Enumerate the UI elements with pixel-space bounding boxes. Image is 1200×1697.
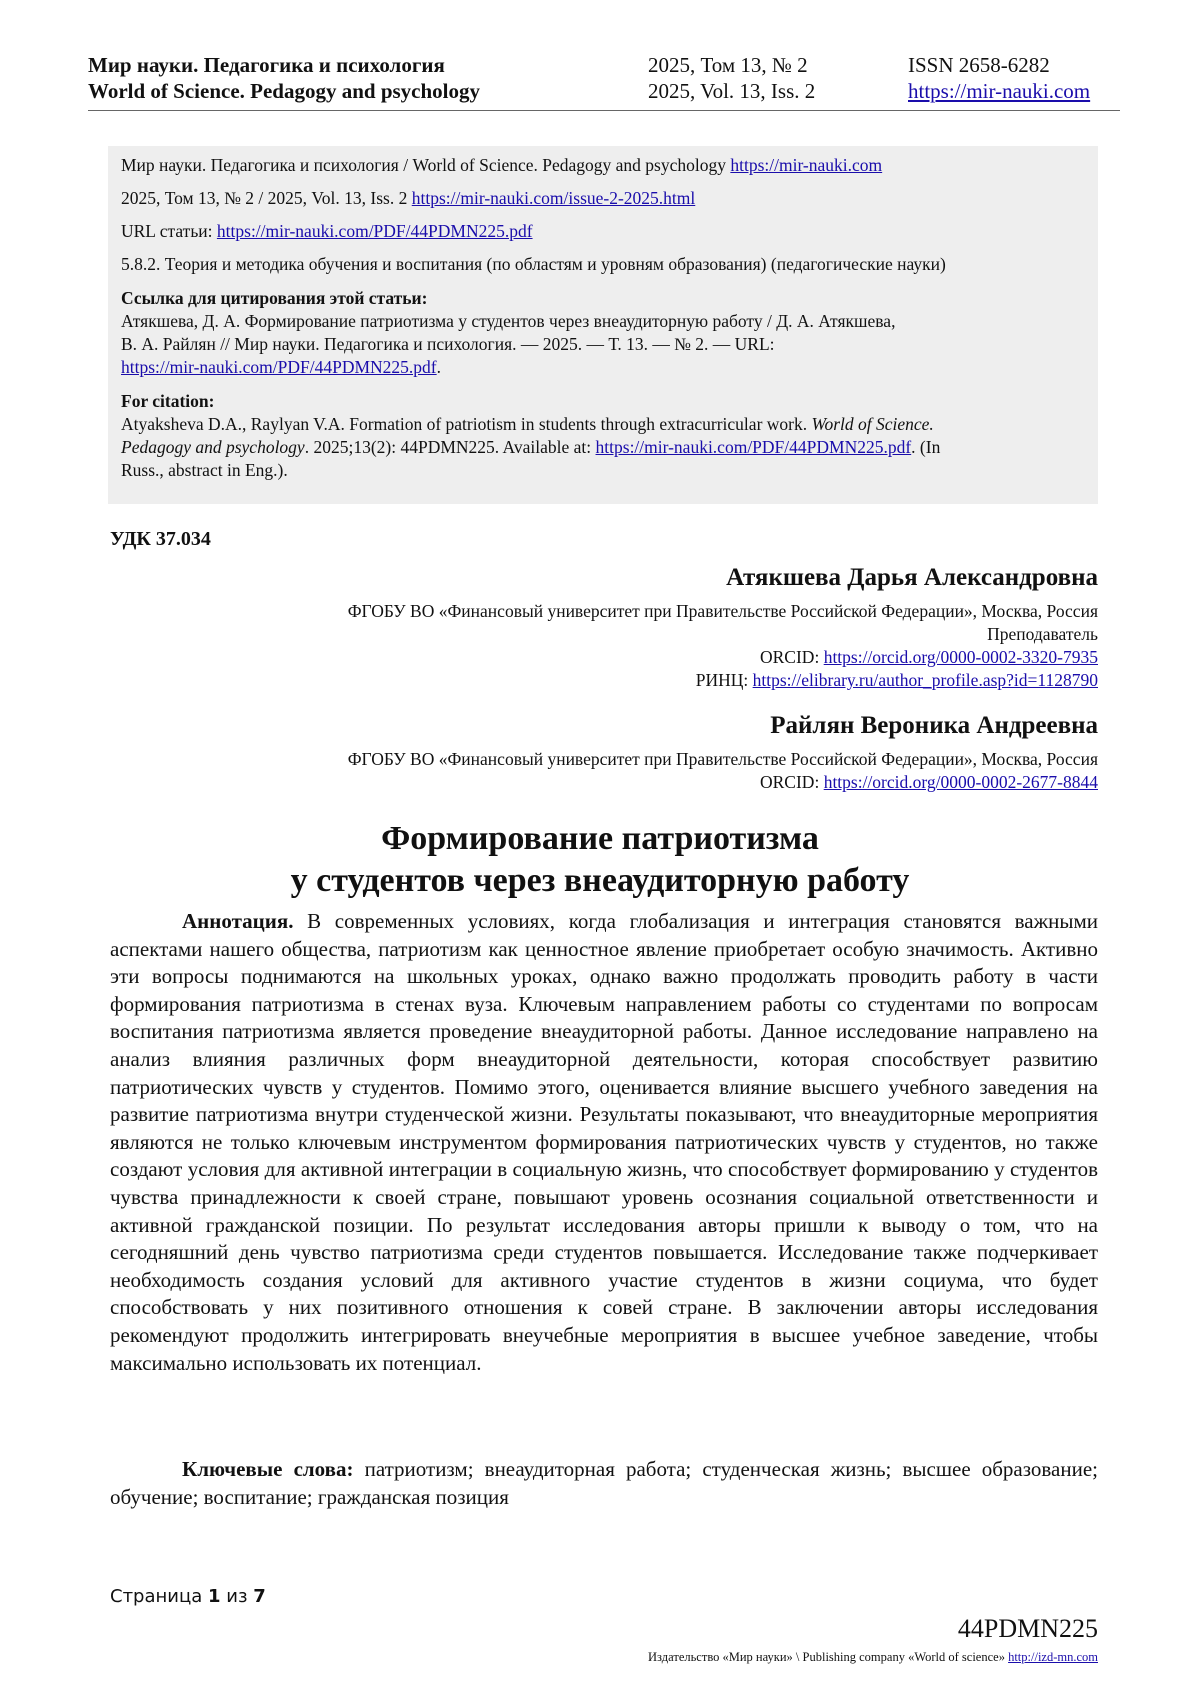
header-journal-titles: [88, 52, 480, 104]
keywords-label: Ключевые слова:: [182, 1457, 354, 1481]
author-1-orcid-link[interactable]: https://orcid.org/0000-0002-3320-7935: [823, 647, 1098, 667]
author-1-rinc-label: РИНЦ:: [695, 670, 749, 690]
cite-en-journal-a: World of Science.: [811, 414, 934, 434]
info-issue-text: 2025, Том 13, № 2 / 2025, Vol. 13, Iss. 2: [121, 188, 408, 208]
page-counter: [110, 1586, 266, 1607]
cite-en-journal-b: Pedagogy and psychology: [121, 437, 305, 457]
cite-en-line2-rest: . 2025;13(2): 44PDMN225. Available at:: [304, 437, 592, 457]
author-1-orcid-label: ORCID:: [760, 647, 820, 667]
citation-info-box: [108, 146, 1098, 504]
header-journal-ru: Мир науки. Педагогика и психология: [88, 53, 445, 77]
header-issue-ru: 2025, Том 13, № 2: [648, 53, 808, 77]
page-prefix: Страница: [110, 1586, 203, 1607]
abstract-paragraph: [110, 908, 1098, 1377]
header-issue-en: 2025, Vol. 13, Iss. 2: [648, 79, 816, 103]
cite-ru-link[interactable]: https://mir-nauki.com/PDF/44PDMN225.pdf: [121, 357, 437, 377]
page-number: 1: [208, 1586, 221, 1607]
author-2-affiliation: ФГОБУ ВО «Финансовый университет при Правительстве Российской Федерации», Москва, Россия: [347, 749, 1098, 769]
publisher-text: Издательство «Мир науки» \ Publishing company «World of science»: [648, 1650, 1005, 1664]
info-journal-text: Мир науки. Педагогика и психология / World of Science. Pedagogy and psychology: [121, 155, 726, 175]
cite-en-heading: For citation:: [121, 391, 215, 411]
page-total: 7: [253, 1586, 266, 1607]
cite-en-line3: Russ., abstract in Eng.).: [121, 460, 288, 480]
author-1-affiliation: ФГОБУ ВО «Финансовый университет при Правительстве Российской Федерации», Москва, Россия: [347, 601, 1098, 621]
page-mid: из: [226, 1586, 248, 1607]
article-title-line2: у студентов через внеаудиторную работу: [290, 862, 910, 899]
cite-en-line1: [121, 413, 934, 436]
author-1-orcid: [760, 646, 1098, 669]
cite-ru-url-line: [121, 356, 441, 379]
author-1-rinc-link[interactable]: https://elibrary.ru/author_profile.asp?id=1128790: [752, 670, 1098, 690]
article-code: 44PDMN225: [957, 1614, 1098, 1643]
info-article-url-line: [121, 220, 533, 243]
header-issue: [648, 52, 815, 104]
info-specialty: 5.8.2. Теория и методика обучения и воспитания (по областям и уровням образования) (педагогические науки): [121, 254, 946, 274]
author-2-name: Райлян Вероника Андреевна: [770, 712, 1098, 739]
cite-ru-end: .: [436, 357, 442, 377]
author-2-orcid: [760, 771, 1098, 794]
author-1-name: Атякшева Дарья Александровна: [726, 564, 1098, 591]
info-issue-line: [121, 187, 695, 210]
info-journal-link[interactable]: https://mir-nauki.com: [730, 155, 883, 175]
publisher-link[interactable]: http://izd-mn.com: [1008, 1650, 1098, 1664]
header-issn: ISSN 2658-6282: [908, 53, 1050, 77]
keywords-text: патриотизм; внеаудиторная работа; студенческая жизнь; высшее образование; обучение; воспитание; гражданская позиция: [110, 1457, 1099, 1509]
info-issue-link[interactable]: https://mir-nauki.com/issue-2-2025.html: [411, 188, 696, 208]
header-issn-site: [908, 52, 1090, 104]
article-title: [0, 818, 1200, 902]
author-1-rinc: [696, 669, 1098, 692]
author-2-orcid-label: ORCID:: [760, 772, 820, 792]
cite-ru-heading: Ссылка для цитирования этой статьи:: [121, 288, 428, 308]
cite-ru-line1: Атякшева, Д. А. Формирование патриотизма у студентов через внеаудиторную работу / Д. А. Атякшева,: [121, 311, 896, 331]
author-1-position: Преподаватель: [987, 624, 1098, 644]
article-title-line1: Формирование патриотизма: [381, 820, 819, 857]
info-journal-line: [121, 154, 882, 177]
udk-code: УДК 37.034: [110, 528, 211, 550]
cite-en-line1-text: Atyaksheva D.A., Raylyan V.A. Formation of patriotism in students through extracurricular work.: [121, 414, 808, 434]
abstract-label: Аннотация.: [182, 909, 294, 933]
info-article-url-label: URL статьи:: [121, 221, 213, 241]
publisher-line: [648, 1650, 1098, 1665]
author-2-orcid-link[interactable]: https://orcid.org/0000-0002-2677-8844: [823, 772, 1098, 792]
keywords-paragraph: [110, 1456, 1098, 1511]
running-header: [88, 52, 1120, 111]
cite-en-line2-end: . (In: [911, 437, 941, 457]
info-article-link[interactable]: https://mir-nauki.com/PDF/44PDMN225.pdf: [216, 221, 533, 241]
cite-ru-line2: В. А. Райлян // Мир науки. Педагогика и психология. — 2025. — Т. 13. — № 2. — URL:: [121, 334, 775, 354]
cite-en-link[interactable]: https://mir-nauki.com/PDF/44PDMN225.pdf: [595, 437, 912, 457]
header-site-link[interactable]: https://mir-nauki.com: [908, 79, 1091, 103]
abstract-text: В современных условиях, когда глобализация и интеграция становятся важными аспектами нашего общества, патриотизм как ценностное явление приобретает особую значимость. Активно эти вопросы поднимаются на школьных уроках, однако важно продолжать проводить работу в части формирования патриотизма в стенах вуза. Ключевым направлением работы со студентами по вопросам воспитания патриотизма является проведение внеаудиторной работы. Данное исследование направлено на анализ влияния различных форм внеаудиторной деятельности, которая способствует развитию патриотических чувств у студентов. Помимо этого, оценивается влияние высшего учебного заведения на развитие патриотизма внутри студенческой жизни. Результаты показывают, что внеаудиторные мероприятия являются не только ключевым инструментом формирования патриотических чувств у студентов, но также создают условия для активной интеграции в социальную жизнь, что способствует формированию у студентов чувства принадлежности к своей стране, повышают уровень осознания социальной ответственности и активной гражданской позиции. По результат исследования авторы пришли к выводу о том, что на сегодняшний день чувство патриотизма среди студентов повышается. Исследование также подчеркивает необходимость создания условий для активного участие студентов в жизни социума, что будет способствовать у них позитивного отношения к совей стране. В заключении авторы исследования рекомендуют продолжить интегрировать внеучебные мероприятия в высшее учебное заведение, чтобы максимально использовать их потенциал.: [110, 909, 1099, 1375]
cite-en-line2: [121, 436, 940, 459]
header-journal-en: World of Science. Pedagogy and psychology: [88, 79, 481, 103]
